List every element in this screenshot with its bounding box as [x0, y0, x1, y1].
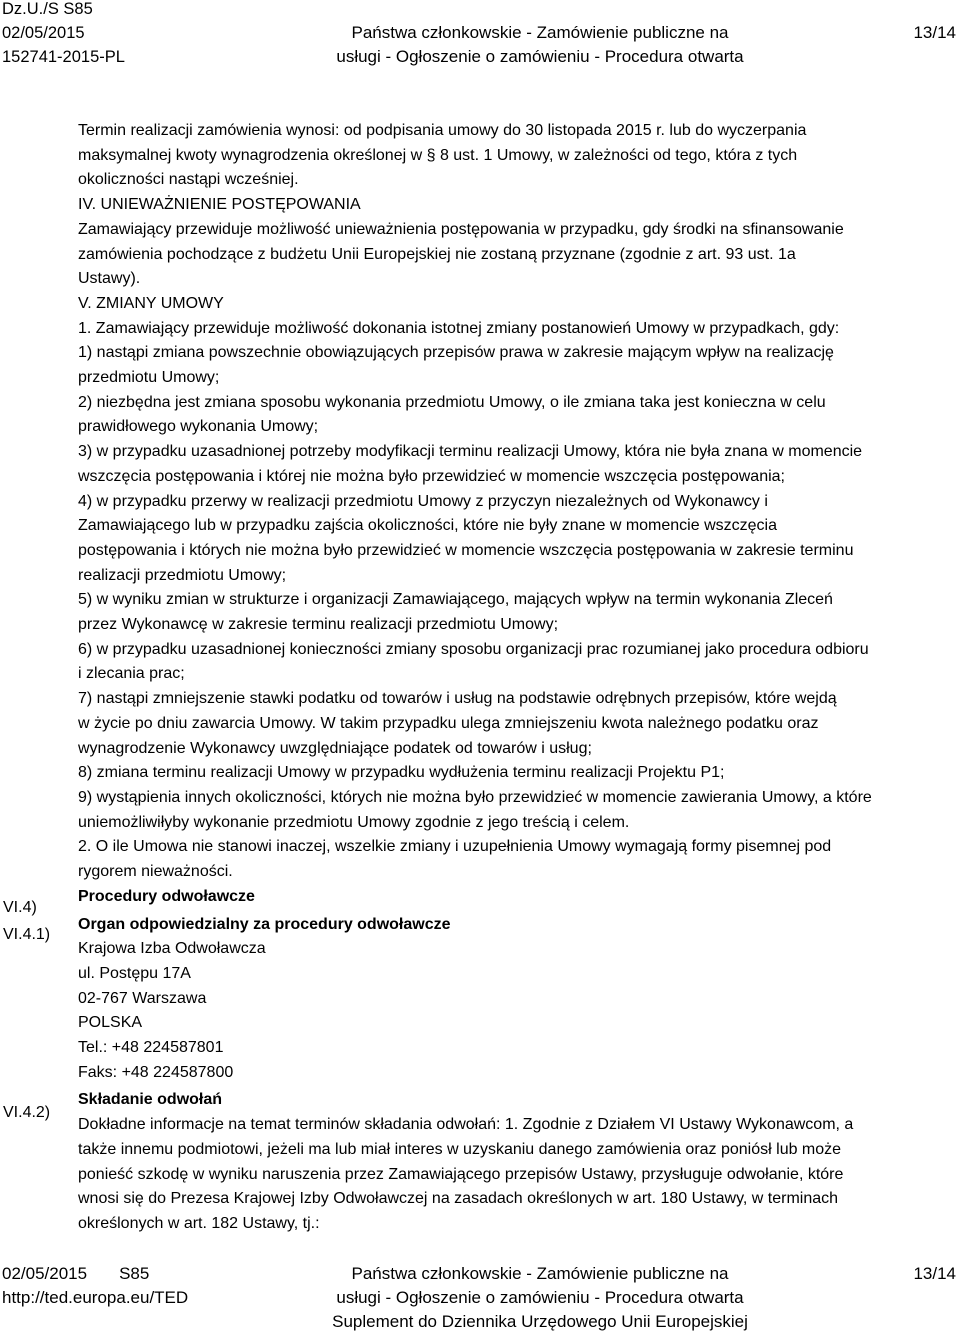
text-line: prawidłowego wykonania Umowy; [78, 418, 319, 436]
text-line: Termin realizacji zamówienia wynosi: od podpisania umowy do 30 listopada 2015 r. lub do wyczerpania [78, 122, 807, 139]
text-line: Zamawiającego lub w przypadku zajścia okoliczności, które nie były znane w momencie wszczęcia [78, 517, 777, 535]
text-line: 9) wystąpienia innych okoliczności, których nie można było przewidzieć w momencie zawierania Umowy, a które [78, 788, 872, 806]
header-page-number: 13/14 [913, 23, 956, 42]
page-footer [0, 1262, 960, 1334]
address-line: ul. Postępu 17A [78, 964, 191, 982]
text-line: także innemu podmiotowi, jeżeli ma lub miał interes w uzyskaniu danego zamówienia oraz poniósł lub może [78, 1140, 842, 1158]
text-line: 5) w wyniku zmian w strukturze i organizacji Zamawiającego, mających wpływ na termin wykonania Zleceń [78, 591, 833, 609]
text-line: 1. Zamawiający przewiduje możliwość dokonania istotnej zmiany postanowień Umowy w przypadkach, gdy: [78, 319, 840, 337]
footer-url[interactable]: http://ted.europa.eu/TED [2, 1288, 189, 1307]
section-title-procedures: Procedury odwoławcze [78, 887, 255, 905]
page-header [0, 0, 960, 80]
document-body [78, 119, 958, 1237]
text-line: przez Wykonawcę w zakresie terminu realizacji przedmiotu Umowy; [78, 616, 559, 634]
text-line: 4) w przypadku przerwy w realizacji przedmiotu Umowy z przyczyn niezależnych od Wykonawcy i [78, 492, 768, 510]
text-line: w życie po dniu zawarcia Umowy. W takim przypadku ulega zmniejszeniu kwota należnego podatku oraz [78, 714, 819, 732]
footer-date: 02/05/2015 [2, 1264, 88, 1283]
text-line: określonych w art. 182 Ustawy, tj.: [78, 1214, 320, 1232]
section-title-lodging-appeals: Składanie odwołań [78, 1091, 223, 1109]
address-line: POLSKA [78, 1014, 143, 1032]
review-body-address [78, 937, 958, 1085]
section-number-vi4: VI.4) [3, 899, 37, 916]
text-line: i zlecania prac; [78, 665, 185, 683]
footer-page-number: 13/14 [913, 1264, 956, 1283]
footer-meta [2, 1262, 188, 1310]
text-line: zamówienia pochodzące z budżetu Unii Europejskiej nie zostaną przyznane (zgodnie z art. 93 ust. 1a [78, 245, 796, 263]
text-line: 3) w przypadku uzasadnionej potrzeby modyfikacji terminu realizacji Umowy, która nie była znana w momencie [78, 443, 863, 461]
address-line: Faks: +48 224587800 [78, 1063, 234, 1081]
text-line: 6) w przypadku uzasadnionej konieczności zmiany sposobu organizacji prac rozumianej jako procedura odbioru [78, 640, 869, 658]
footer-title-line3: Suplement do Dziennika Urzędowego Unii Europejskiej [332, 1312, 748, 1331]
text-line: postępowania i których nie można było przewidzieć w momencie wszczęcia postępowania w zakresie terminu [78, 541, 854, 559]
text-line: uniemożliwiłyby wykonanie przedmiotu Umowy zgodnie z jego treścią i celem. [78, 813, 630, 831]
text-line: okoliczności nastąpi wcześniej. [78, 171, 299, 189]
address-line: 02-767 Warszawa [78, 989, 207, 1007]
text-line: IV. UNIEWAŻNIENIE POSTĘPOWANIA [78, 196, 361, 214]
text-line: przedmiotu Umowy; [78, 369, 220, 387]
text-line: 7) nastąpi zmniejszenie stawki podatku od towarów i usług na podstawie odrębnych przepisów, które wejdą [78, 690, 837, 708]
header-journal: Dz.U./S S85 [2, 0, 93, 18]
section-title-review-body: Organ odpowiedzialny za procedury odwoławcze [78, 915, 451, 933]
text-line: Ustawy). [78, 270, 141, 288]
text-line: Zamawiający przewiduje możliwość unieważnienia postępowania w przypadku, gdy środki na sfinansowanie [78, 220, 844, 238]
text-line: wszczęcia postępowania i której nie można było przewidzieć w momencie wszczęcia postępowania; [78, 467, 785, 485]
footer-title-line1: Państwa członkowskie - Zamówienie publiczne na [351, 1264, 729, 1283]
address-line: Tel.: +48 224587801 [78, 1039, 224, 1057]
footer-issue: S85 [119, 1264, 150, 1283]
text-line: Dokładne informacje na temat terminów składania odwołań: 1. Zgodnie z Działem VI Ustawy Wykonawcom, a [78, 1116, 854, 1134]
footer-title [270, 1262, 810, 1334]
text-line: realizacji przedmiotu Umowy; [78, 566, 287, 584]
text-line: rygorem nieważności. [78, 863, 233, 881]
text-line: maksymalnej kwoty wynagrodzenia określonej w § 8 ust. 1 Umowy, w zależności od tego, która z tych [78, 146, 798, 164]
header-title-line1: Państwa członkowskie - Zamówienie publiczne na [351, 23, 729, 42]
text-line: wynagrodzenie Wykonawcy uwzględniające podatek od towarów i usług; [78, 739, 592, 757]
header-title-line2: usługi - Ogłoszenie o zamówieniu - Procedura otwarta [336, 47, 744, 66]
header-meta [2, 0, 125, 69]
section-number-vi41: VI.4.1) [3, 926, 51, 943]
header-ref: 152741-2015-PL [2, 48, 125, 66]
header-date: 02/05/2015 [2, 24, 85, 42]
header-title [330, 21, 750, 69]
address-line: Krajowa Izba Odwoławcza [78, 940, 266, 958]
text-line: 2. O ile Umowa nie stanowi inaczej, wszelkie zmiany i uzupełnienia Umowy wymagają formy pisemnej pod [78, 838, 832, 856]
text-line: 2) niezbędna jest zmiana sposobu wykonania przedmiotu Umowy, o ile zmiana taka jest konieczna w celu [78, 393, 826, 411]
text-line: ponieść szkodę w wyniku naruszenia przez Zamawiającego przepisów Ustawy, przysługuje odwołanie, które [78, 1165, 844, 1183]
lodging-appeals-text [78, 1113, 958, 1237]
section-number-vi42: VI.4.2) [3, 1104, 51, 1121]
body-text [78, 119, 958, 885]
footer-title-line2: usługi - Ogłoszenie o zamówieniu - Procedura otwarta [336, 1288, 744, 1307]
text-line: V. ZMIANY UMOWY [78, 294, 224, 312]
text-line: 1) nastąpi zmiana powszechnie obowiązujących przepisów prawa w zakresie mającym wpływ na realizację [78, 344, 834, 362]
text-line: wnosi się do Prezesa Krajowej Izby Odwoławczej na zasadach określonych w art. 180 Ustawy, w terminach [78, 1190, 839, 1208]
text-line: 8) zmiana terminu realizacji Umowy w przypadku wydłużenia terminu realizacji Projektu P1; [78, 764, 725, 782]
